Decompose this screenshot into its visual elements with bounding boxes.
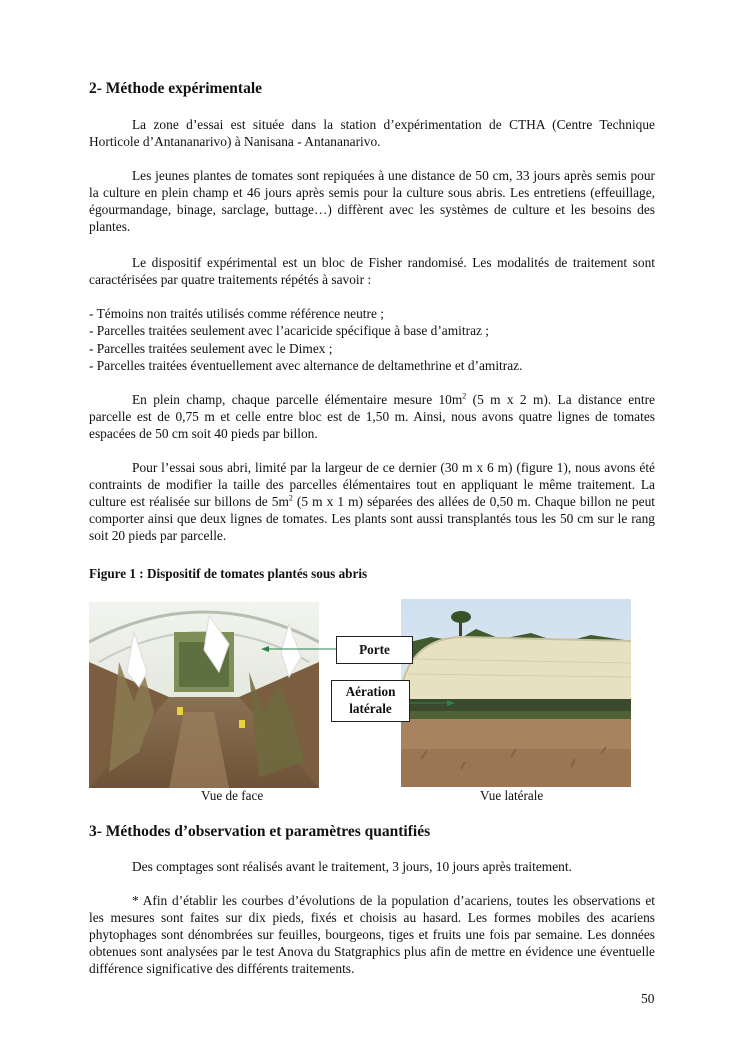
section-3-heading: 3- Méthodes d’observation et paramètres quantifiés — [89, 823, 431, 840]
paragraph-transplanting: Les jeunes plantes de tomates sont repiquées à une distance de 50 cm, 33 jours après semis pour la culture en plein champ et 46 jours après semis pour la culture sous abris. Les entretiens (effeuillage, égourmandage, binage, sarclage, buttage…) diffèrent avec les systèmes de culture et les besoins des plantes. — [89, 168, 655, 234]
paragraph-counts: Des comptages sont réalisés avant le traitement, 3 jours, 10 jours après traitement. — [132, 859, 572, 874]
paragraph-observations: * Afin d’établir les courbes d’évolutions de la population d’acariens, toutes les observations et les mesures sont faites sur dix pieds, fixés et choisis au hasard. Les formes mobiles des acariens phytophages sont dénombrées sur feuilles, bourgeons, tiges et fruits une fois par semaine. Les données obtenues sont analysées par le test Anova du Statgraphics plus afin de mettre en évidence une éventuelle différence significative des différents traitements. — [89, 893, 655, 976]
figure-title: Figure 1 : Dispositif de tomates plantés sous abris — [89, 566, 368, 581]
paragraph-shelter: Pour l’essai sous abri, limité par la largeur de ce dernier (30 m x 6 m) (figure 1), nous avons été contraints de modifier la taille des parcelles élémentaires tout en appliquant le même traitement. La culture est réalisée sur billons de $5m^2$ (5 m x 1 m) séparées des allées de 0,50 m. Chaque billon ne peut comporter ainsi que deux lignes de tomates. Les plants sont aussi transplantés tous les 50 cm sur le rang soit 20 pieds par parcelle. — [89, 460, 655, 543]
section-2-heading: 2- Méthode expérimentale — [89, 80, 263, 97]
arrow-porte — [259, 640, 339, 660]
side-view-photo — [401, 599, 631, 787]
front-view-photo — [89, 602, 319, 788]
page-number: 50 — [641, 991, 655, 1006]
front-view-image — [89, 602, 319, 788]
paragraph-open-field: En plein champ, chaque parcelle élémentaire mesure $10m^2$ (5 m x 2 m). La distance entre parcelle est de 0,75 m et celle entre bloc est de 1,50 m. Ainsi, nous avons quatre lignes de tomates espacées de 50 cm soit 40 pieds par billon. — [89, 391, 655, 441]
caption-side-view: Vue latérale — [480, 788, 544, 803]
treatment-list — [89, 305, 655, 374]
label-aeration-laterale: Aération latérale — [331, 680, 410, 722]
list-item: - Parcelles traitées seulement avec l’acaricide spécifique à base d’amitraz ; — [89, 323, 490, 339]
list-item: - Témoins non traités utilisés comme référence neutre ; — [89, 306, 384, 321]
list-item: - Parcelles traitées seulement avec le Dimex ; — [89, 340, 333, 356]
label-porte: Porte — [336, 636, 413, 664]
caption-front-view: Vue de face — [201, 788, 264, 803]
paragraph-design: Le dispositif expérimental est un bloc de Fisher randomisé. Les modalités de traitement sont caractérisées par quatre traitements répétés à savoir : — [89, 255, 655, 287]
side-view-image — [401, 599, 631, 787]
paragraph-location: La zone d’essai est située dans la station d’expérimentation de CTHA (Centre Technique Horticole d’Antananarivo) à Nanisana - Antananarivo. — [89, 117, 655, 149]
arrow-aeration — [407, 696, 457, 712]
list-item: - Parcelles traitées éventuellement avec alternance de deltamethrine et d’amitraz. — [89, 357, 523, 373]
